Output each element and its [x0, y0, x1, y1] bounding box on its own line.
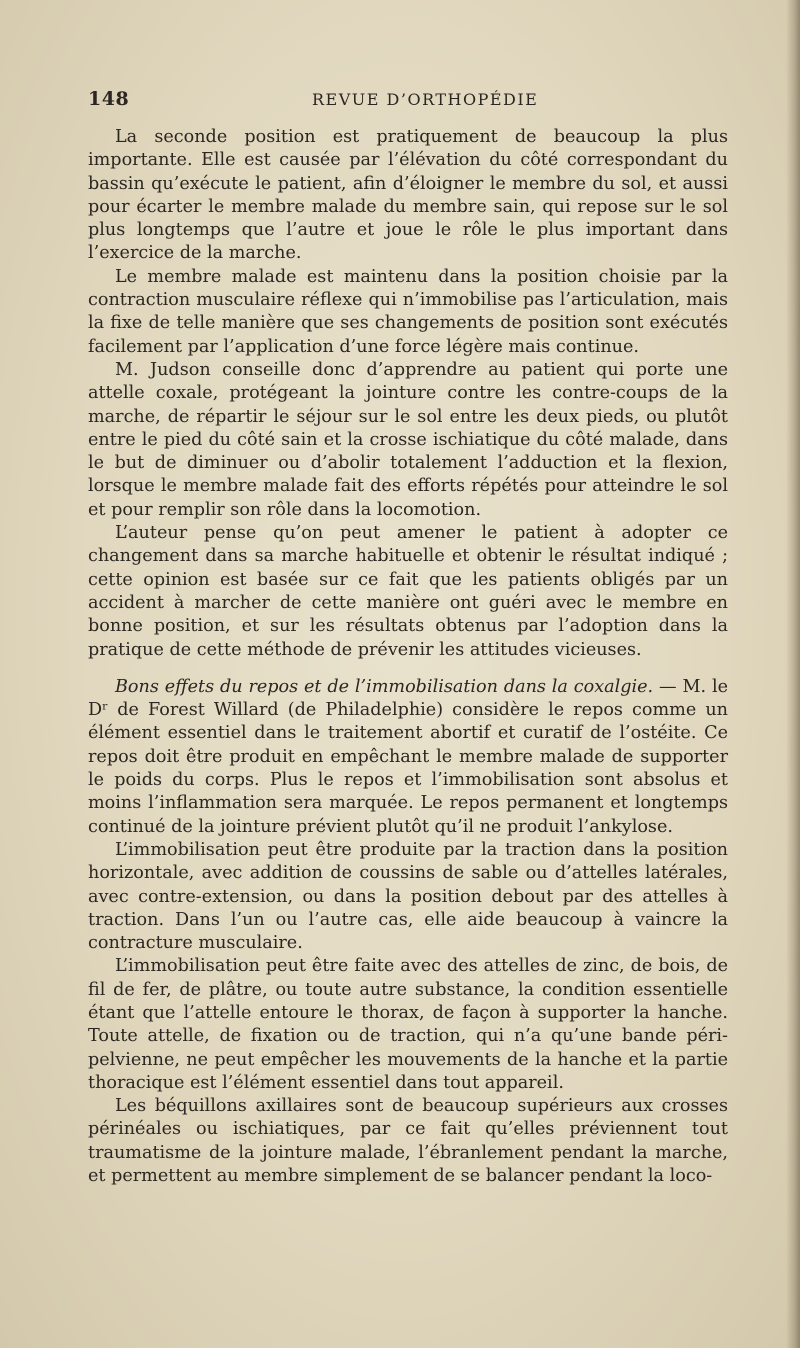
paragraph: L’auteur pense qu’on peut amener le patient à adopter ce changement dans sa marche habituelle et obtenir le résultat indiqué ; cette opinion est basée sur ce fait que les patients obligés par un accident à marcher de cette manière ont guéri avec le membre en bonne position, et sur les résultats obtenus par l’adoption dans la pratique de cette méthode de prévenir les attitudes vicieuses. — [88, 523, 728, 660]
paragraph: L’immobilisation peut être faite avec des attelles de zinc, de bois, de fil de fer, de plâtre, ou toute autre substance, la condition essentielle étant que l’attelle entoure le thorax, de façon à supporter la hanche. Toute attelle, de fixation ou de traction, qui n’a qu’une bande péri-pelvienne, ne peut empêcher les mouvements de la hanche et la partie thoracique est l’élément essentiel dans tout appareil. — [88, 956, 728, 1093]
section-dash: — — [653, 676, 683, 697]
running-title: REVUE D’ORTHOPÉDIE — [312, 90, 539, 109]
page-number: 148 — [88, 88, 130, 110]
section-first-text: M. le Dʳ de Forest Willard (de Philadelphie) considère le repos comme un élément essentiel dans le traitement abortif et curatif de l’ostéite. Ce repos doit être produit en empêchant le membre malade de supporter le poids du corps. Plus le repos et l’immobilisation sont absolus et moins l’inflammation sera marquée. Le repos permanent et longtemps continué de la jointure prévient plutôt qu’il ne produit l’ankylose. — [88, 676, 728, 837]
page-edge-shadow — [786, 0, 800, 1348]
paragraph: L’immobilisation peut être produite par la traction dans la position horizontale, avec addition de coussins de sable ou d’attelles latérales, avec contre-extension, ou dans la position debout par des attelles à traction. Dans l’un ou l’autre cas, elle aide beaucoup à vaincre la contracture musculaire. — [88, 839, 728, 954]
section-paragraph — [88, 676, 728, 839]
page-header — [88, 88, 728, 112]
paragraph: Les béquillons axillaires sont de beaucoup supérieurs aux crosses périnéales ou ischiatiques, par ce fait qu’elles préviennent tout traumatisme de la jointure malade, l’ébranlement pendant la marche, et permettent au membre simplement de se balancer pendant la loco- — [88, 1096, 728, 1187]
paragraph: Le membre malade est maintenu dans la position choisie par la contraction musculaire réflexe qui n’immobilise pas l’articulation, mais la fixe de telle manière que ses changements de position sont exécutés facilement par l’application d’une force légère mais continue. — [88, 266, 728, 357]
paragraph: M. Judson conseille donc d’apprendre au patient qui porte une attelle coxale, protégeant la jointure contre les contre-coups de la marche, de répartir le séjour sur le sol entre les deux pieds, ou plutôt entre le pied du côté sain et la crosse ischiatique du côté malade, dans le but de diminuer ou d’abolir totalement l’adduction et la flexion, lorsque le membre malade fait des efforts répétés pour atteindre le sol et pour remplir son rôle dans la locomotion. — [88, 359, 728, 520]
paragraph: La seconde position est pratiquement de beaucoup la plus importante. Elle est causée par l’élévation du côté correspondant du bassin qu’exécute le patient, afin d’éloigner le membre du sol, et aussi pour écarter le membre malade du membre sain, qui repose sur le sol plus longtemps que l’autre et joue le rôle le plus important dans l’exercice de la marche. — [88, 127, 728, 264]
section-title: Bons effets du repos et de l’immobilisation dans la coxalgie. — [115, 676, 654, 697]
body-text — [88, 126, 728, 1188]
